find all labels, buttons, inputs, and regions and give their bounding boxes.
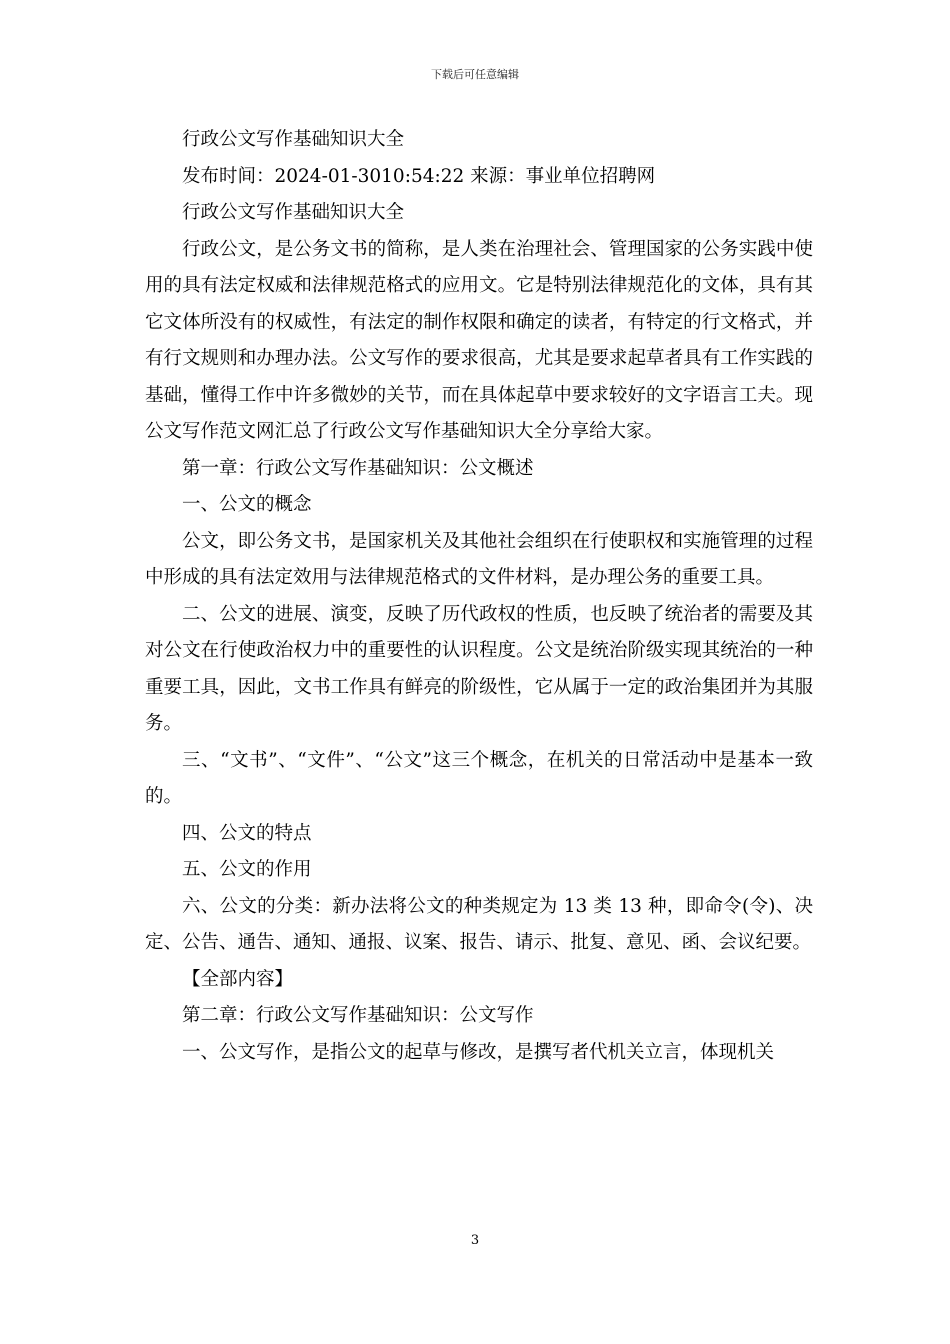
intro-paragraph: 行政公文，是公务文书的简称，是人类在治理社会、管理国家的公务实践中使用的具有法定权威和法律规范格式的应用文。它是特别法律规范化的文体，具有其它文体所没有的权威性，有法定的制作权限和确定的读者，有特定的行文格式，并有行文规则和办理办法。公文写作的要求很高，尤其是要求起草者具有工作实践的基础，懂得工作中许多微妙的关节，而在具体起草中要求较好的文字语言工夫。现公文写作范文网汇总了行政公文写作基础知识大全分享给大家。 xyxy=(145,238,813,442)
publish-info: 发布时间：2024-01-3010:54:22 来源：事业单位招聘网 xyxy=(182,165,656,187)
page-header: 下载后可任意编辑 xyxy=(431,68,519,81)
document-subtitle: 行政公文写作基础知识大全 xyxy=(182,202,405,223)
body-paragraph: 公文，即公务文书，是国家机关及其他社会组织在行使职权和实施管理的过程中形成的具有法定效用与法律规范格式的文件材料，是办理公务的重要工具。 xyxy=(145,530,813,588)
body-paragraph: 三、“文书”、“文件”、“公文”这三个概念，在机关的日常活动中是基本一致的。 xyxy=(145,749,813,807)
body-paragraph: 六、公文的分类：新办法将公文的种类规定为 13 类 13 种，即命令(令)、决定、公告、通告、通知、通报、议案、报告、请示、批复、意见、函、会议纪要。 xyxy=(145,895,813,953)
section-heading: 四、公文的特点 xyxy=(182,822,312,844)
section-heading: 五、公文的作用 xyxy=(182,859,312,880)
chapter-heading-2: 第二章：行政公文写作基础知识：公文写作 xyxy=(182,1005,534,1026)
body-paragraph: 二、公文的进展、演变，反映了历代政权的性质，也反映了统治者的需要及其对公文在行使政治权力中的重要性的认识程度。公文是统治阶级实现其统治的一种重要工具，因此，文书工作具有鲜亮的阶级性，它从属于一定的政治集团并为其服务。 xyxy=(145,603,813,734)
section-heading: 一、公文的概念 xyxy=(182,494,312,515)
full-content-marker: 【全部内容】 xyxy=(182,968,294,990)
body-paragraph: 一、公文写作，是指公文的起草与修改，是撰写者代机关立言，体现机关 xyxy=(182,1041,775,1063)
document-body xyxy=(145,122,813,1071)
document-title: 行政公文写作基础知识大全 xyxy=(182,129,405,150)
chapter-heading-1: 第一章：行政公文写作基础知识：公文概述 xyxy=(182,457,534,479)
page-number: 3 xyxy=(470,1233,480,1248)
